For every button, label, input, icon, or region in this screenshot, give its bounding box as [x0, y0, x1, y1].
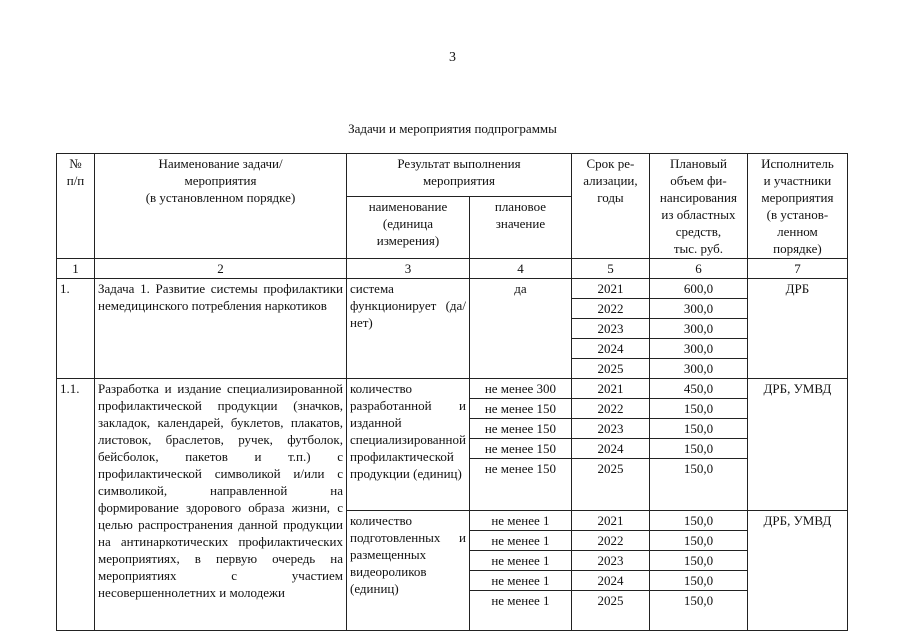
year-cell: 2021	[571, 279, 649, 299]
year-cell: 2025	[571, 459, 649, 511]
page-number: 3	[449, 50, 456, 65]
year-cell: 2022	[571, 399, 649, 419]
col-number: 4	[469, 259, 571, 279]
header-result: Результат выполнения мероприятия	[347, 154, 572, 197]
year-cell: 2024	[571, 339, 649, 359]
col-number: 3	[347, 259, 470, 279]
plan-value: не менее 1	[469, 551, 571, 571]
plan-value: не менее 150	[469, 459, 571, 511]
plan-value: не менее 150	[469, 419, 571, 439]
plan-value: да	[469, 279, 571, 379]
col-number: 5	[571, 259, 649, 279]
year-cell: 2025	[571, 359, 649, 379]
executor-cell: ДРБ, УМВД	[747, 379, 847, 511]
amount-cell: 450,0	[649, 379, 747, 399]
executor-cell: ДРБ, УМВД	[747, 511, 847, 631]
amount-cell: 150,0	[649, 591, 747, 631]
indicator-name: количество разработанной и изданной специализированной профилактической продукции (единиц)	[347, 379, 470, 511]
amount-cell: 300,0	[649, 359, 747, 379]
section-title: Задачи и мероприятия подпрограммы	[348, 121, 557, 136]
header-name: Наименование задачи/ мероприятия (в установленном порядке)	[95, 154, 347, 259]
subprogram-table	[56, 153, 848, 631]
amount-cell: 150,0	[649, 551, 747, 571]
amount-cell: 150,0	[649, 419, 747, 439]
amount-cell: 150,0	[649, 439, 747, 459]
row-num: 1.	[57, 279, 95, 379]
year-cell: 2024	[571, 571, 649, 591]
column-numbers-row	[57, 259, 848, 279]
plan-value: не менее 1	[469, 591, 571, 631]
plan-value: не менее 1	[469, 531, 571, 551]
col-number: 7	[747, 259, 847, 279]
year-cell: 2024	[571, 439, 649, 459]
header-executor: Исполнитель и участники мероприятия (в установ- ленном порядке)	[747, 154, 847, 259]
plan-value: не менее 1	[469, 571, 571, 591]
amount-cell: 150,0	[649, 399, 747, 419]
amount-cell: 300,0	[649, 299, 747, 319]
indicator-name: количество подготовленных и размещенных видеороликов (единиц)	[347, 511, 470, 631]
amount-cell: 300,0	[649, 339, 747, 359]
amount-cell: 600,0	[649, 279, 747, 299]
header-result-plan: плановое значение	[469, 196, 571, 258]
task-name: Задача 1. Развитие системы профилактики немедицинского потребления наркотиков	[95, 279, 347, 379]
header-result-unit: наименование (единица измерения)	[347, 196, 470, 258]
header-term: Срок ре- ализации, годы	[571, 154, 649, 259]
header-volume: Плановый объем фи- нансирования из областных средств, тыс. руб.	[649, 154, 747, 259]
year-cell: 2023	[571, 319, 649, 339]
year-cell: 2023	[571, 551, 649, 571]
plan-value: не менее 150	[469, 399, 571, 419]
row-num: 1.1.	[57, 379, 95, 631]
table-row	[57, 379, 848, 399]
col-number: 1	[57, 259, 95, 279]
executor-cell: ДРБ	[747, 279, 847, 379]
table-row	[57, 279, 848, 299]
year-cell: 2023	[571, 419, 649, 439]
amount-cell: 150,0	[649, 571, 747, 591]
activity-name: Разработка и издание специализированной профилактической продукции (значков, закладок, календарей, буклетов, плакатов, листовок, браслетов, ручек, футболок, бейсболок, пакетов и т.п.) с профилактической символикой и/или с символикой, направленной на формирование здорового образа жизни, с целью распространения данной продукции на антинаркотических профилактических мероприятиях, в первую очередь на мероприятиях с участием несовершеннолетних и молодежи	[95, 379, 347, 631]
plan-value: не менее 150	[469, 439, 571, 459]
amount-cell: 150,0	[649, 531, 747, 551]
year-cell: 2022	[571, 299, 649, 319]
year-cell: 2021	[571, 511, 649, 531]
year-cell: 2022	[571, 531, 649, 551]
plan-value: не менее 300	[469, 379, 571, 399]
amount-cell: 300,0	[649, 319, 747, 339]
header-row	[57, 154, 848, 197]
indicator-name: система функционирует (да/ нет)	[347, 279, 470, 379]
plan-value: не менее 1	[469, 511, 571, 531]
col-number: 6	[649, 259, 747, 279]
year-cell: 2021	[571, 379, 649, 399]
col-number: 2	[95, 259, 347, 279]
amount-cell: 150,0	[649, 459, 747, 511]
year-cell: 2025	[571, 591, 649, 631]
header-num: № п/п	[57, 154, 95, 259]
amount-cell: 150,0	[649, 511, 747, 531]
